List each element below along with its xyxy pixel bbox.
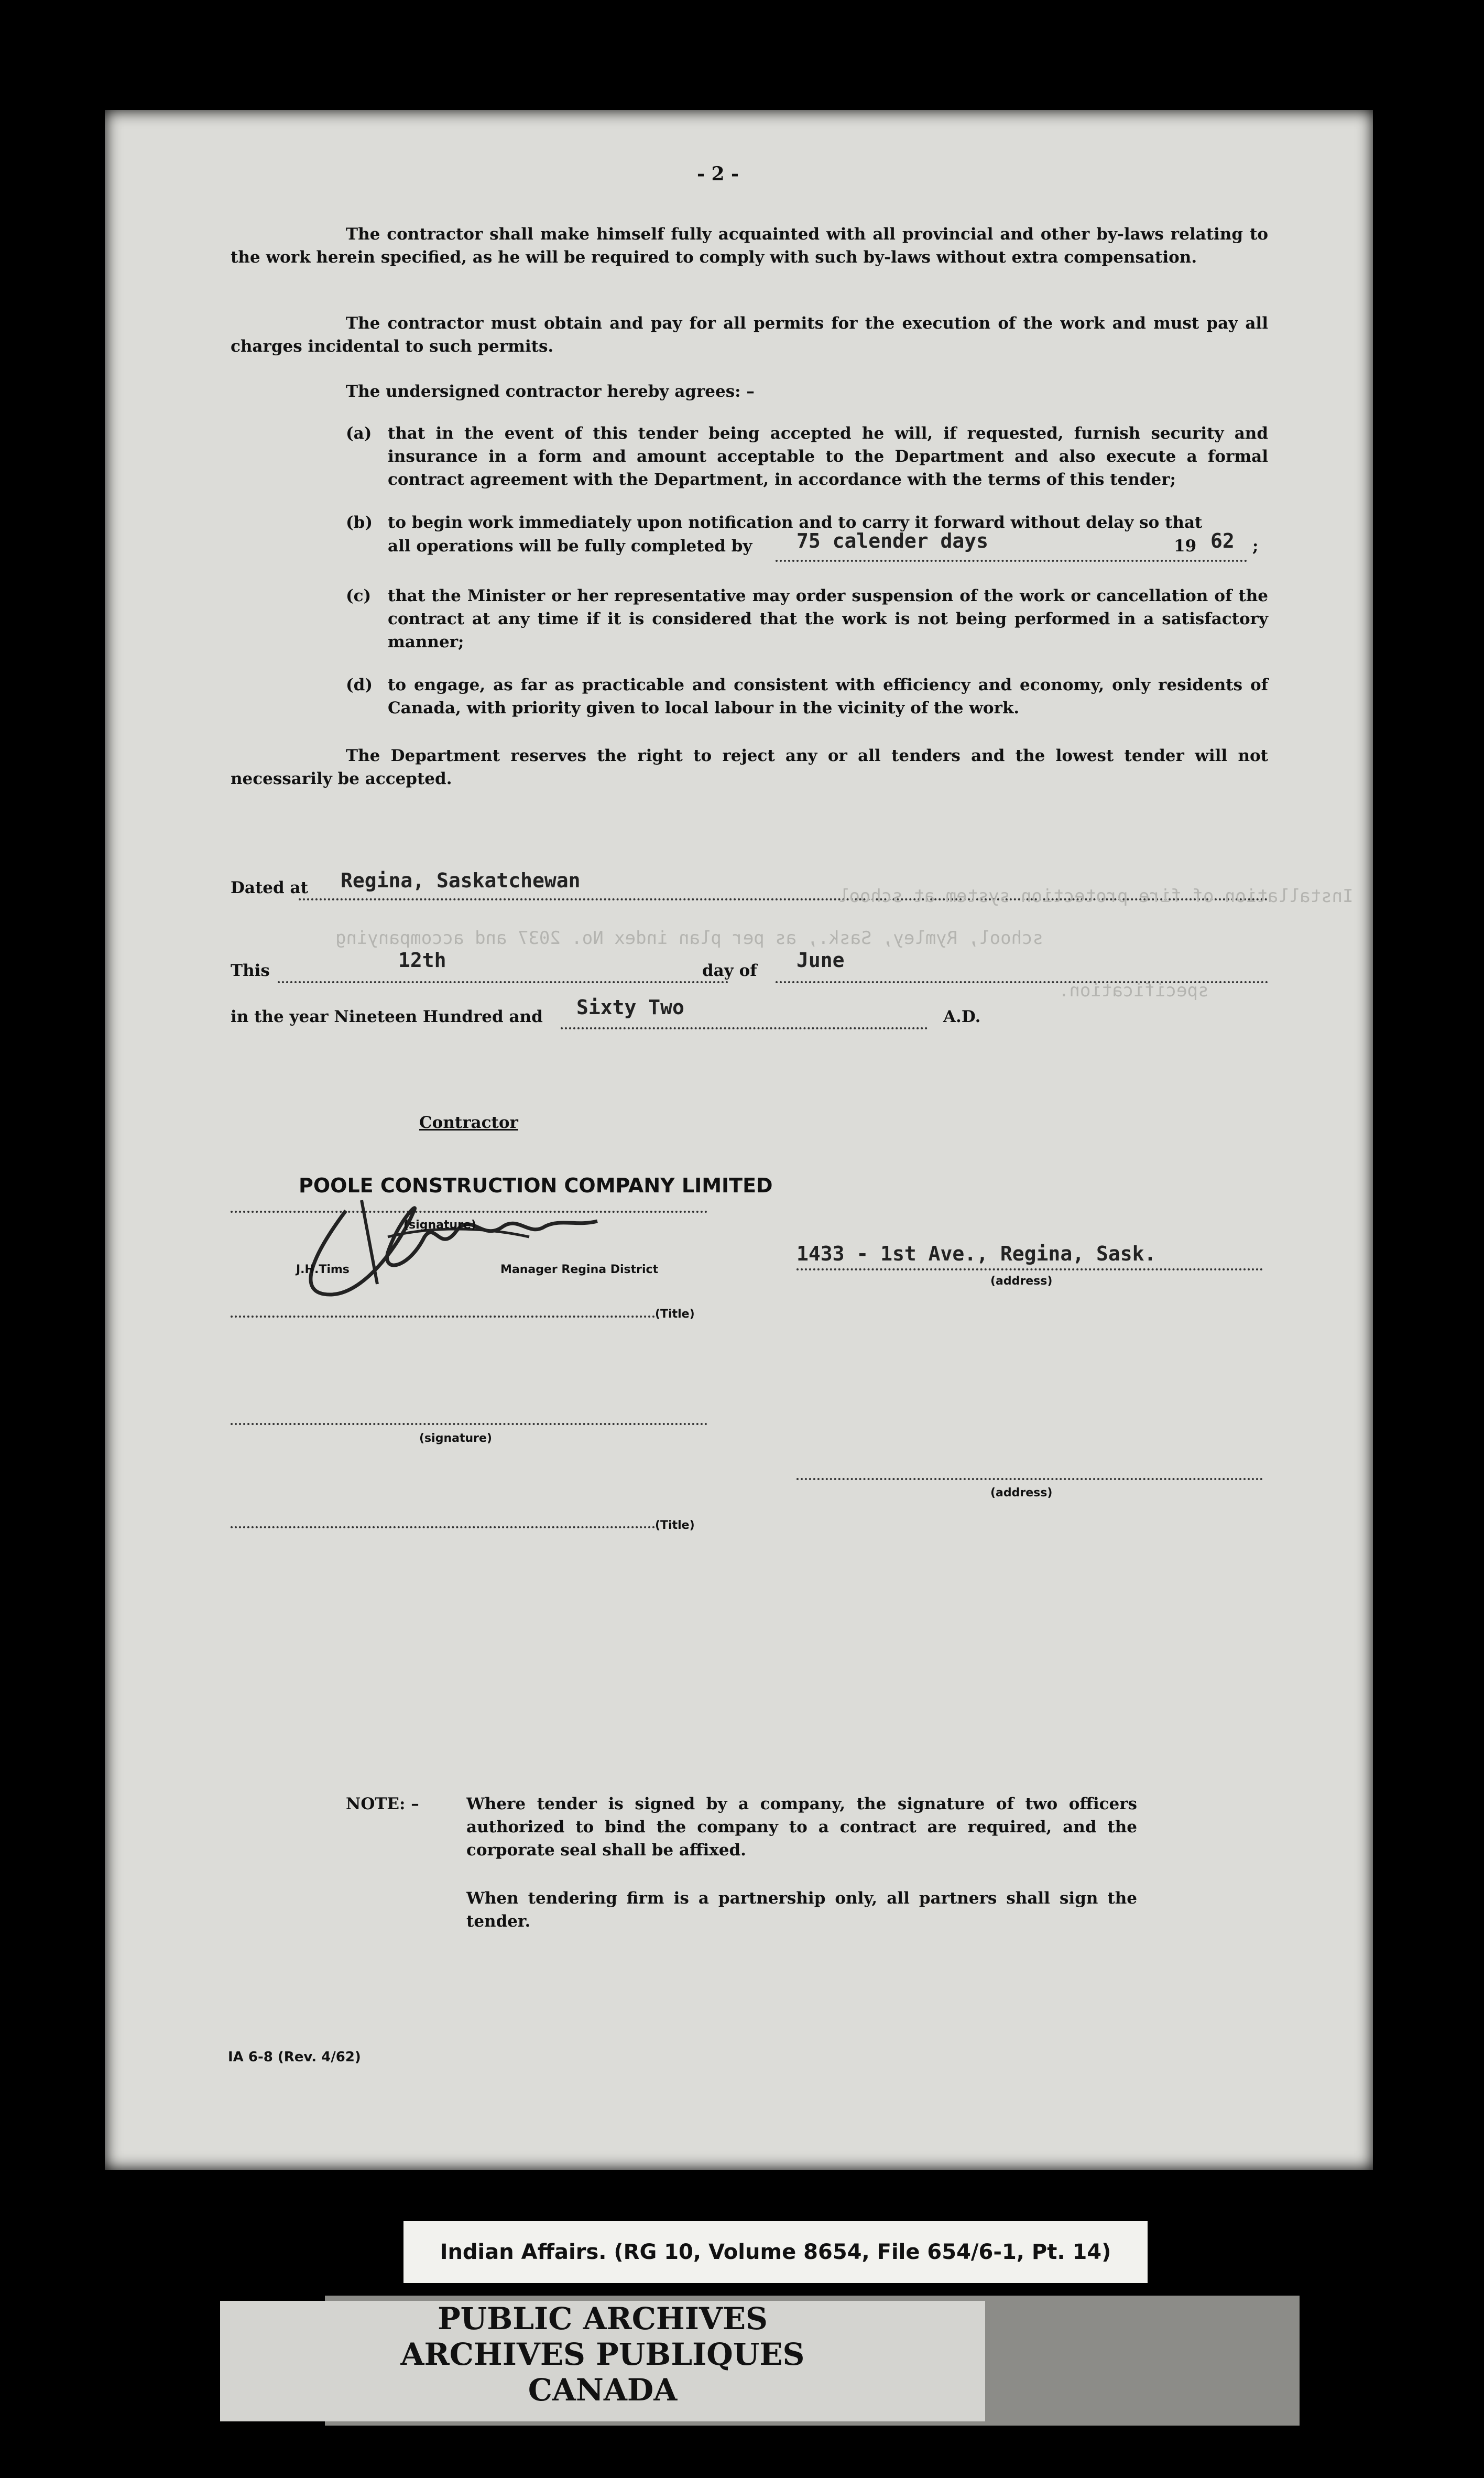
paragraph-agrees: The undersigned contractor hereby agrees: – xyxy=(346,382,755,401)
clause-b-end: ; xyxy=(1252,537,1259,556)
clause-b-label: (b) xyxy=(346,513,373,532)
clause-d-text: to engage, as far as practicable and consistent with efficiency and economy, only residents of Canada, with priority given to local labour in the vicinity of the work. xyxy=(388,676,1268,718)
address-label: (address) xyxy=(990,1275,1053,1288)
completion-days-value: 75 calender days xyxy=(796,529,989,552)
day-value: 12th xyxy=(398,949,446,972)
note-text-1: Where tender is signed by a company, the signature of two officers authorized to bind the company to a contract are required, and the corporate seal shall be affixed. xyxy=(466,1795,1137,1860)
signature-line-2 xyxy=(231,1423,707,1425)
address-label-2: (address) xyxy=(990,1486,1053,1499)
title-line xyxy=(231,1316,655,1318)
note-label: NOTE: – xyxy=(346,1795,419,1813)
address-value: 1433 - 1st Ave., Regina, Sask. xyxy=(796,1242,1156,1265)
stamp-line-1: PUBLIC ARCHIVES xyxy=(438,2301,768,2336)
clause-d-label: (d) xyxy=(346,676,373,694)
bleed-through-text-3: specification. xyxy=(1059,980,1209,1001)
completion-year-value: 62 xyxy=(1210,529,1235,552)
clause-b-19: 19 xyxy=(1174,537,1197,556)
paragraph-reserves: The Department reserves the right to reject any or all tenders and the lowest tender will not necessarily be accepted. xyxy=(231,746,1268,788)
year-line xyxy=(561,1027,928,1029)
archive-stamp xyxy=(220,2301,985,2421)
dated-at-value: Regina, Saskatchewan xyxy=(341,869,581,892)
month-value: June xyxy=(796,949,845,972)
note-text-2: When tendering firm is a partnership only, all partners shall sign the tender. xyxy=(466,1889,1137,1931)
document-page xyxy=(105,110,1373,2170)
signer-name: J.H.Tims xyxy=(296,1263,350,1276)
company-name: POOLE CONSTRUCTION COMPANY LIMITED xyxy=(299,1174,773,1197)
stamp-line-2: ARCHIVES PUBLIQUES xyxy=(400,2336,805,2372)
day-of-label: day of xyxy=(702,961,757,980)
clause-c-text: that the Minister or her representative may order suspension of the work or cancellation of the contract at any time if it is considered that the work is not being performed in a satisfactory manner; xyxy=(388,586,1268,651)
clause-a-text: that in the event of this tender being accepted he will, if requested, furnish security and insurance in a form and amount acceptable to the Department and also execute a formal contract agreement with the Department, in accordance with the terms of this tender; xyxy=(388,424,1268,489)
year-label: in the year Nineteen Hundred and xyxy=(231,1007,543,1026)
paragraph-bylaws: The contractor shall make himself fully acquainted with all provincial and other by-laws relating to the work herein specified, as he will be required to comply with such by-laws without extra compensation. xyxy=(231,225,1268,267)
clause-a-label: (a) xyxy=(346,424,372,443)
address-line-2 xyxy=(796,1478,1263,1480)
clause-b-text: to begin work immediately upon notification and to carry it forward without delay so that xyxy=(388,513,1203,532)
signer-title: Manager Regina District xyxy=(500,1263,659,1276)
year-value: Sixty Two xyxy=(576,996,684,1019)
signature-label-2: (signature) xyxy=(419,1432,492,1445)
dated-at-label: Dated at xyxy=(231,878,308,897)
handwritten-signature xyxy=(283,1190,608,1310)
this-label: This xyxy=(231,961,270,980)
form-code: IA 6-8 (Rev. 4/62) xyxy=(228,2049,361,2065)
clause-b-text-2: all operations will be fully completed by xyxy=(388,537,752,556)
contractor-heading: Contractor xyxy=(419,1113,518,1132)
stamp-line-3: CANADA xyxy=(528,2372,678,2408)
page-number: - 2 - xyxy=(697,163,739,185)
archive-reference: Indian Affairs. (RG 10, Volume 8654, File 654/6-1, Pt. 14) xyxy=(440,2240,1111,2264)
archive-reference-card xyxy=(403,2221,1148,2283)
paragraph-permits: The contractor must obtain and pay for all permits for the execution of the work and must pay all charges incidental to such permits. xyxy=(231,314,1268,356)
signature-label: (signature) xyxy=(403,1219,476,1232)
bleed-through-text-1: Installation of fire protection system at school xyxy=(838,886,1354,907)
title-label-2: (Title) xyxy=(655,1519,695,1532)
title-label: (Title) xyxy=(655,1308,695,1321)
ad-label: A.D. xyxy=(943,1007,981,1026)
bleed-through-text-2: school, Rymley, Sask., as per plan index No. 2037 and accompanying xyxy=(335,928,1044,949)
address-line xyxy=(796,1268,1263,1270)
day-line xyxy=(278,981,728,983)
clause-c-label: (c) xyxy=(346,586,372,605)
completion-date-line xyxy=(776,560,1247,562)
title-line-2 xyxy=(231,1526,655,1528)
